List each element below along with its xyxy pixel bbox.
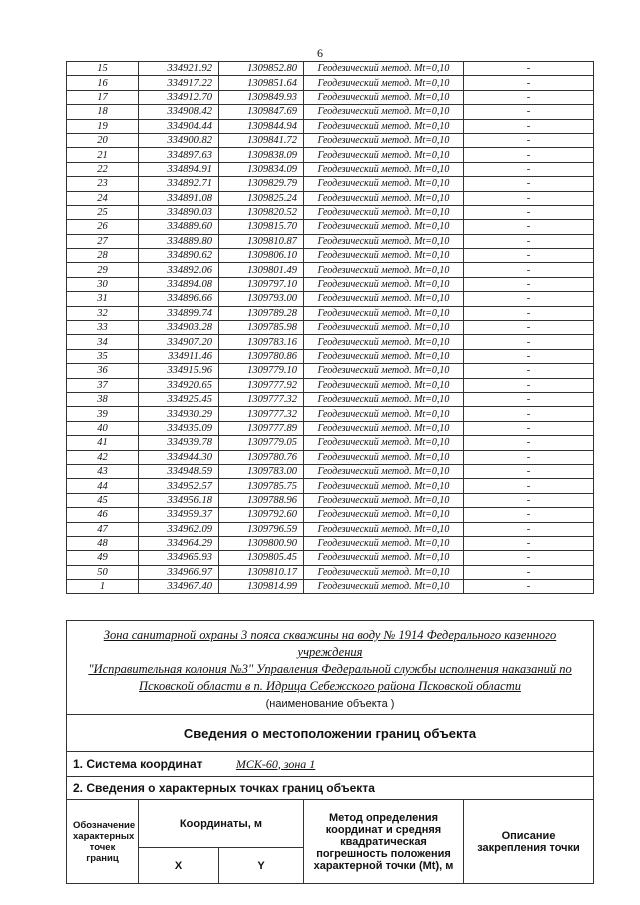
point-number: 41 — [67, 436, 139, 450]
table-row — [67, 450, 594, 464]
description-cell: - — [464, 335, 594, 349]
description-cell: - — [464, 205, 594, 219]
table-row — [67, 378, 594, 392]
description-cell: - — [464, 321, 594, 335]
table-row — [67, 90, 594, 104]
method-cell: Геодезический метод. Mt=0,10 — [304, 436, 464, 450]
table-row — [67, 62, 594, 76]
method-cell: Геодезический метод. Mt=0,10 — [304, 277, 464, 291]
point-number: 46 — [67, 508, 139, 522]
coord-x: 334903.28 — [139, 321, 219, 335]
description-cell: - — [464, 306, 594, 320]
section-title: Сведения о местоположении границ объекта — [67, 715, 594, 752]
coord-x: 334930.29 — [139, 407, 219, 421]
coord-x: 334890.03 — [139, 205, 219, 219]
coord-x: 334964.29 — [139, 536, 219, 550]
points-section-label: 2. Сведения о характерных точках границ объекта — [67, 777, 594, 800]
point-number: 25 — [67, 205, 139, 219]
method-cell: Геодезический метод. Mt=0,10 — [304, 292, 464, 306]
table-row — [67, 263, 594, 277]
coord-x: 334967.40 — [139, 580, 219, 594]
description-cell: - — [464, 392, 594, 406]
point-number: 33 — [67, 321, 139, 335]
coord-x: 334890.62 — [139, 249, 219, 263]
description-cell: - — [464, 421, 594, 435]
point-number: 27 — [67, 234, 139, 248]
coord-y: 1309780.86 — [219, 349, 304, 363]
description-cell: - — [464, 292, 594, 306]
coord-y: 1309789.28 — [219, 306, 304, 320]
table-row — [67, 105, 594, 119]
description-cell: - — [464, 119, 594, 133]
description-cell: - — [464, 436, 594, 450]
object-info-table — [66, 620, 594, 884]
method-cell: Геодезический метод. Mt=0,10 — [304, 191, 464, 205]
point-number: 30 — [67, 277, 139, 291]
point-number: 40 — [67, 421, 139, 435]
coord-x: 334920.65 — [139, 378, 219, 392]
point-number: 43 — [67, 464, 139, 478]
coord-x: 334904.44 — [139, 119, 219, 133]
description-cell: - — [464, 90, 594, 104]
method-cell: Геодезический метод. Mt=0,10 — [304, 479, 464, 493]
coord-x: 334952.57 — [139, 479, 219, 493]
table-row — [67, 565, 594, 579]
method-cell: Геодезический метод. Mt=0,10 — [304, 76, 464, 90]
table-row — [67, 349, 594, 363]
description-cell: - — [464, 551, 594, 565]
method-cell: Геодезический метод. Mt=0,10 — [304, 62, 464, 76]
description-cell: - — [464, 522, 594, 536]
coord-y: 1309793.00 — [219, 292, 304, 306]
point-number: 48 — [67, 536, 139, 550]
description-cell: - — [464, 464, 594, 478]
table-row — [67, 392, 594, 406]
coord-x: 334921.92 — [139, 62, 219, 76]
point-number: 18 — [67, 105, 139, 119]
point-number: 15 — [67, 62, 139, 76]
table-row — [67, 119, 594, 133]
point-number: 26 — [67, 220, 139, 234]
coord-y: 1309829.79 — [219, 177, 304, 191]
coord-x: 334892.06 — [139, 263, 219, 277]
table-row — [67, 364, 594, 378]
coord-y: 1309788.96 — [219, 493, 304, 507]
coord-x: 334892.71 — [139, 177, 219, 191]
table-row — [67, 249, 594, 263]
method-cell: Геодезический метод. Mt=0,10 — [304, 580, 464, 594]
method-cell: Геодезический метод. Mt=0,10 — [304, 464, 464, 478]
point-number: 17 — [67, 90, 139, 104]
object-caption: (наименование объекта ) — [265, 698, 395, 710]
method-cell: Геодезический метод. Mt=0,10 — [304, 565, 464, 579]
coord-y: 1309825.24 — [219, 191, 304, 205]
coord-x: 334944.30 — [139, 450, 219, 464]
coord-x: 334891.08 — [139, 191, 219, 205]
table-row — [67, 407, 594, 421]
method-cell: Геодезический метод. Mt=0,10 — [304, 105, 464, 119]
description-cell: - — [464, 220, 594, 234]
description-cell: - — [464, 364, 594, 378]
description-cell: - — [464, 277, 594, 291]
object-name-cell — [67, 621, 594, 715]
point-number: 29 — [67, 263, 139, 277]
description-cell: - — [464, 493, 594, 507]
coord-y: 1309777.89 — [219, 421, 304, 435]
method-cell: Геодезический метод. Mt=0,10 — [304, 508, 464, 522]
header-designation: Обозначение характерных точек границ — [67, 800, 139, 884]
description-cell: - — [464, 479, 594, 493]
table-row — [67, 335, 594, 349]
coord-y: 1309779.10 — [219, 364, 304, 378]
coord-x: 334889.60 — [139, 220, 219, 234]
object-name-line: "Исправительная колония №3" Управления Федеральной службы исполнения наказаний по — [88, 662, 572, 676]
method-cell: Геодезический метод. Mt=0,10 — [304, 421, 464, 435]
point-number: 19 — [67, 119, 139, 133]
coord-y: 1309801.49 — [219, 263, 304, 277]
method-cell: Геодезический метод. Mt=0,10 — [304, 493, 464, 507]
table-row — [67, 177, 594, 191]
coord-y: 1309785.75 — [219, 479, 304, 493]
table-row — [67, 148, 594, 162]
point-number: 20 — [67, 133, 139, 147]
method-cell: Геодезический метод. Mt=0,10 — [304, 263, 464, 277]
point-number: 1 — [67, 580, 139, 594]
coord-y: 1309785.98 — [219, 321, 304, 335]
point-number: 37 — [67, 378, 139, 392]
object-name-line: Зона санитарной охраны 3 пояса скважины на воду № 1914 Федерального казенного учреждения — [103, 628, 557, 659]
method-cell: Геодезический метод. Mt=0,10 — [304, 551, 464, 565]
coord-x: 334896.66 — [139, 292, 219, 306]
coord-y: 1309805.45 — [219, 551, 304, 565]
table-row — [67, 479, 594, 493]
point-number: 42 — [67, 450, 139, 464]
description-cell: - — [464, 234, 594, 248]
coord-x: 334911.46 — [139, 349, 219, 363]
method-cell: Геодезический метод. Mt=0,10 — [304, 522, 464, 536]
header-y: Y — [219, 848, 304, 884]
coord-y: 1309783.00 — [219, 464, 304, 478]
method-cell: Геодезический метод. Mt=0,10 — [304, 205, 464, 219]
method-cell: Геодезический метод. Mt=0,10 — [304, 249, 464, 263]
coordinate-system-label: 1. Система координат — [73, 756, 203, 771]
table-row — [67, 421, 594, 435]
description-cell: - — [464, 565, 594, 579]
point-number: 38 — [67, 392, 139, 406]
method-cell: Геодезический метод. Mt=0,10 — [304, 536, 464, 550]
coord-x: 334917.22 — [139, 76, 219, 90]
table-row — [67, 76, 594, 90]
description-cell: - — [464, 349, 594, 363]
coord-y: 1309797.10 — [219, 277, 304, 291]
coord-y: 1309800.90 — [219, 536, 304, 550]
method-cell: Геодезический метод. Mt=0,10 — [304, 148, 464, 162]
coordinates-table-body — [67, 62, 594, 594]
description-cell: - — [464, 450, 594, 464]
coord-y: 1309838.09 — [219, 148, 304, 162]
point-number: 21 — [67, 148, 139, 162]
description-cell: - — [464, 177, 594, 191]
coord-x: 334900.82 — [139, 133, 219, 147]
method-cell: Геодезический метод. Mt=0,10 — [304, 349, 464, 363]
coord-x: 334925.45 — [139, 392, 219, 406]
coord-y: 1309780.76 — [219, 450, 304, 464]
coord-y: 1309820.52 — [219, 205, 304, 219]
table-row — [67, 536, 594, 550]
method-cell: Геодезический метод. Mt=0,10 — [304, 162, 464, 176]
coord-y: 1309852.80 — [219, 62, 304, 76]
coord-x: 334912.70 — [139, 90, 219, 104]
point-number: 47 — [67, 522, 139, 536]
description-cell: - — [464, 407, 594, 421]
method-cell: Геодезический метод. Mt=0,10 — [304, 119, 464, 133]
coord-y: 1309810.87 — [219, 234, 304, 248]
method-cell: Геодезический метод. Mt=0,10 — [304, 364, 464, 378]
table-row — [67, 205, 594, 219]
point-number: 36 — [67, 364, 139, 378]
coord-y: 1309796.59 — [219, 522, 304, 536]
coord-y: 1309810.17 — [219, 565, 304, 579]
coord-x: 334962.09 — [139, 522, 219, 536]
description-cell: - — [464, 378, 594, 392]
header-method: Метод определения координат и средняя квадратическая погрешность положения характерной точки (Mt), м — [304, 800, 464, 884]
description-cell: - — [464, 249, 594, 263]
page-number: 6 — [317, 46, 323, 60]
description-cell: - — [464, 76, 594, 90]
table-row — [67, 493, 594, 507]
method-cell: Геодезический метод. Mt=0,10 — [304, 234, 464, 248]
point-number: 16 — [67, 76, 139, 90]
coordinate-system-value: МСК-60, зона 1 — [235, 756, 316, 771]
table-row — [67, 551, 594, 565]
description-cell: - — [464, 191, 594, 205]
description-cell: - — [464, 263, 594, 277]
point-number: 49 — [67, 551, 139, 565]
description-cell: - — [464, 62, 594, 76]
coord-y: 1309806.10 — [219, 249, 304, 263]
coord-x: 334966.97 — [139, 565, 219, 579]
coord-y: 1309851.64 — [219, 76, 304, 90]
description-cell: - — [464, 133, 594, 147]
table-row — [67, 133, 594, 147]
table-row — [67, 220, 594, 234]
coord-x: 334915.96 — [139, 364, 219, 378]
table-row — [67, 162, 594, 176]
coord-x: 334894.91 — [139, 162, 219, 176]
coord-y: 1309777.32 — [219, 407, 304, 421]
coord-y: 1309814.99 — [219, 580, 304, 594]
point-number: 44 — [67, 479, 139, 493]
description-cell: - — [464, 508, 594, 522]
table-row — [67, 191, 594, 205]
method-cell: Геодезический метод. Mt=0,10 — [304, 321, 464, 335]
coord-x: 334889.80 — [139, 234, 219, 248]
point-number: 50 — [67, 565, 139, 579]
coord-y: 1309792.60 — [219, 508, 304, 522]
description-cell: - — [464, 105, 594, 119]
coord-y: 1309777.32 — [219, 392, 304, 406]
coord-x: 334908.42 — [139, 105, 219, 119]
description-cell: - — [464, 536, 594, 550]
object-name-line: Псковской области в п. Идрица Себежского района Псковской области — [139, 679, 521, 693]
coord-x: 334959.37 — [139, 508, 219, 522]
method-cell: Геодезический метод. Mt=0,10 — [304, 407, 464, 421]
coord-x: 334965.93 — [139, 551, 219, 565]
point-number: 34 — [67, 335, 139, 349]
point-number: 22 — [67, 162, 139, 176]
header-x: X — [139, 848, 219, 884]
point-number: 32 — [67, 306, 139, 320]
table-row — [67, 234, 594, 248]
description-cell: - — [464, 580, 594, 594]
object-name — [73, 627, 587, 695]
coord-y: 1309844.94 — [219, 119, 304, 133]
table-row — [67, 277, 594, 291]
coord-y: 1309847.69 — [219, 105, 304, 119]
coord-y: 1309849.93 — [219, 90, 304, 104]
coord-x: 334897.63 — [139, 148, 219, 162]
point-number: 24 — [67, 191, 139, 205]
point-number: 35 — [67, 349, 139, 363]
coord-x: 334899.74 — [139, 306, 219, 320]
description-cell: - — [464, 148, 594, 162]
method-cell: Геодезический метод. Mt=0,10 — [304, 335, 464, 349]
coordinates-table — [66, 61, 594, 594]
method-cell: Геодезический метод. Mt=0,10 — [304, 177, 464, 191]
coord-y: 1309783.16 — [219, 335, 304, 349]
method-cell: Геодезический метод. Mt=0,10 — [304, 378, 464, 392]
coord-x: 334939.78 — [139, 436, 219, 450]
point-number: 39 — [67, 407, 139, 421]
method-cell: Геодезический метод. Mt=0,10 — [304, 450, 464, 464]
table-row — [67, 436, 594, 450]
point-number: 31 — [67, 292, 139, 306]
point-number: 28 — [67, 249, 139, 263]
coord-x: 334907.20 — [139, 335, 219, 349]
method-cell: Геодезический метод. Mt=0,10 — [304, 133, 464, 147]
table-row — [67, 522, 594, 536]
coord-y: 1309834.09 — [219, 162, 304, 176]
table-row — [67, 464, 594, 478]
table-row — [67, 321, 594, 335]
coord-x: 334935.09 — [139, 421, 219, 435]
table-row — [67, 508, 594, 522]
method-cell: Геодезический метод. Mt=0,10 — [304, 306, 464, 320]
coord-x: 334956.18 — [139, 493, 219, 507]
coordinate-system-row — [67, 752, 594, 777]
description-cell: - — [464, 162, 594, 176]
header-coordinates: Координаты, м — [139, 800, 304, 848]
table-row — [67, 292, 594, 306]
coord-y: 1309779.05 — [219, 436, 304, 450]
coord-y: 1309815.70 — [219, 220, 304, 234]
method-cell: Геодезический метод. Mt=0,10 — [304, 392, 464, 406]
point-number: 45 — [67, 493, 139, 507]
table-row — [67, 306, 594, 320]
coord-x: 334948.59 — [139, 464, 219, 478]
coord-y: 1309841.72 — [219, 133, 304, 147]
method-cell: Геодезический метод. Mt=0,10 — [304, 220, 464, 234]
coord-x: 334894.08 — [139, 277, 219, 291]
coord-y: 1309777.92 — [219, 378, 304, 392]
point-number: 23 — [67, 177, 139, 191]
header-description: Описание закрепления точки — [464, 800, 594, 884]
method-cell: Геодезический метод. Mt=0,10 — [304, 90, 464, 104]
table-row — [67, 580, 594, 594]
